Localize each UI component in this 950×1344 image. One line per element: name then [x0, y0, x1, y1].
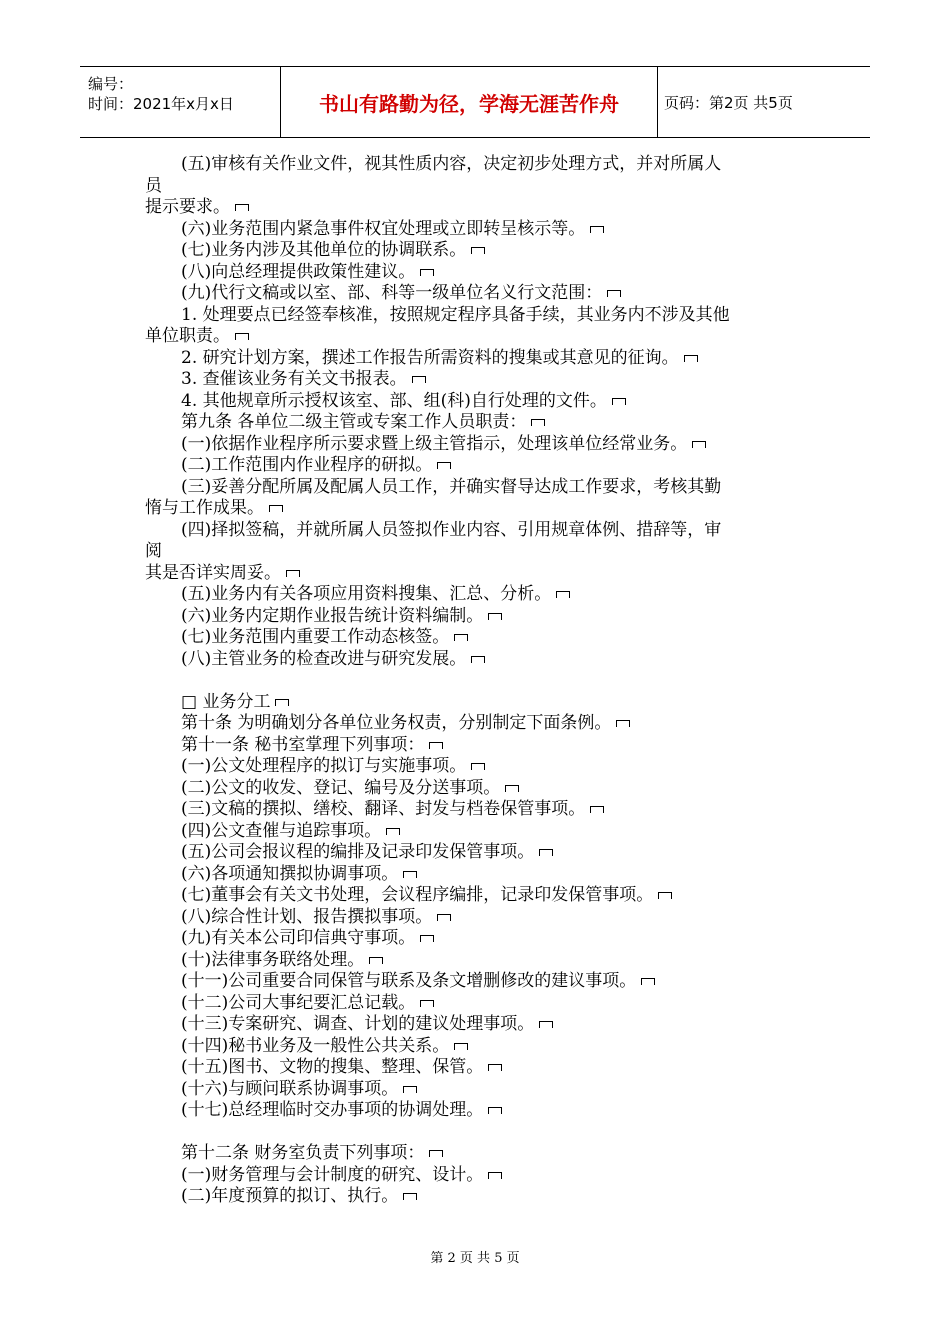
paragraph-mark-icon [658, 892, 672, 899]
line-text: 1. 处理要点已经签奉核准，按照规定程序具备手续，其业务内不涉及其他 [181, 304, 730, 325]
line-text: (十一)公司重要合同保管与联系及条文增删修改的建议事项。 [181, 971, 637, 991]
text-line [181, 412, 545, 432]
text-line [181, 1036, 468, 1056]
line-text: (九)代行文稿或以室、部、科等一级单位名义行文范围： [181, 283, 603, 303]
line-text: (十五)图书、文物的搜集、整理、保管。 [181, 1057, 484, 1077]
text-line [181, 240, 485, 260]
paragraph-mark-icon [590, 226, 604, 233]
line-text: (七)业务范围内重要工作动态核签。 [181, 627, 450, 647]
line-text: (一)公文处理程序的拟订与实施事项。 [181, 756, 467, 776]
paragraph-mark-icon [235, 333, 249, 340]
line-text: (十七)总经理临时交办事项的协调处理。 [181, 1100, 484, 1120]
text-line [181, 520, 721, 540]
paragraph-mark-icon [420, 935, 434, 942]
text-line [181, 821, 400, 841]
paragraph-mark-icon [488, 613, 502, 620]
paragraph-mark-icon [539, 849, 553, 856]
text-line [181, 864, 417, 884]
line-text: (八)向总经理提供政策性建议。 [181, 261, 416, 282]
text-line [181, 907, 451, 927]
paragraph-mark-icon [454, 634, 468, 641]
paragraph-mark-icon [488, 1107, 502, 1114]
text-line [181, 283, 621, 303]
text-line [181, 305, 730, 325]
paragraph-mark-icon [429, 742, 443, 749]
text-line [181, 627, 468, 647]
page-header [80, 66, 870, 138]
paragraph-mark-icon [286, 570, 300, 577]
paragraph-mark-icon [692, 441, 706, 448]
paragraph-mark-icon [607, 290, 621, 297]
line-text: 提示要求。 [145, 197, 230, 217]
paragraph-mark-icon [590, 806, 604, 813]
line-text: 其是否详实周妥。 [145, 562, 281, 583]
line-text: (七)业务内涉及其他单位的协调联系。 [181, 240, 467, 260]
line-text: (四)择拟签稿，并就所属人员签拟作业内容、引用规章体例、措辞等，审 [181, 519, 722, 540]
paragraph-mark-icon [412, 376, 426, 383]
line-text: (十)法律事务联络处理。 [181, 949, 365, 970]
paragraph-mark-icon [369, 957, 383, 964]
line-text: 3. 查催该业务有关文书报表。 [181, 369, 407, 389]
line-text: 第十一条 秘书室掌理下列事项： [181, 734, 425, 755]
line-text: 第九条 各单位二级主管或专案工作人员职责： [181, 412, 527, 432]
paragraph-mark-icon [684, 355, 698, 362]
text-line [181, 477, 721, 497]
line-text: (二)年度预算的拟订、执行。 [181, 1186, 399, 1206]
paragraph-mark-icon [403, 1193, 417, 1200]
text-line [181, 606, 502, 626]
paragraph-mark-icon [275, 699, 289, 706]
text-line [181, 369, 426, 389]
line-text: (四)公文查催与追踪事项。 [181, 820, 382, 841]
text-line [145, 326, 249, 346]
paragraph-mark-icon [556, 591, 570, 598]
paragraph-mark-icon [454, 1043, 468, 1050]
paragraph-mark-icon [505, 785, 519, 792]
line-text: □ 业务分工 [181, 691, 271, 712]
line-text: (七)董事会有关文书处理，会议程序编排，记录印发保管事项。 [181, 885, 654, 905]
line-text: (十六)与顾问联系协调事项。 [181, 1078, 399, 1099]
text-line [181, 649, 485, 669]
text-line [181, 778, 519, 798]
text-line [181, 1079, 417, 1099]
line-text: 阅 [145, 541, 162, 561]
text-line [181, 756, 485, 776]
paragraph-mark-icon [488, 1064, 502, 1071]
paragraph-mark-icon [531, 419, 545, 426]
line-text: (二)公文的收发、登记、编号及分送事项。 [181, 777, 501, 798]
line-text: (三)妥善分配所属及配属人员工作，并确实督导达成工作要求，考核其勤 [181, 476, 722, 497]
paragraph-mark-icon [420, 1000, 434, 1007]
text-line [181, 799, 604, 819]
line-text: 单位职责。 [145, 326, 230, 346]
header-motto: 书山有路勤为径，学海无涯苦作舟 [319, 91, 619, 116]
text-line [181, 1100, 502, 1120]
line-text: (六)各项通知撰拟协调事项。 [181, 863, 399, 884]
line-text: 员 [145, 175, 162, 196]
text-line [181, 584, 570, 604]
header-divider [657, 67, 658, 137]
header-meta [80, 67, 280, 137]
text-line [181, 993, 434, 1013]
paragraph-mark-icon [269, 505, 283, 512]
line-text: (九)有关本公司印信典守事项。 [181, 928, 416, 948]
text-line [181, 735, 443, 755]
text-line [181, 262, 434, 282]
text-line [181, 1014, 553, 1034]
line-text: (十三)专案研究、调查、计划的建议处理事项。 [181, 1014, 535, 1034]
paragraph-mark-icon [235, 204, 249, 211]
page-footer: 第 2 页 共 5 页 [430, 1251, 520, 1266]
line-text: (十二)公司大事纪要汇总记载。 [181, 992, 416, 1013]
line-text: (十四)秘书业务及一般性公共关系。 [181, 1035, 450, 1056]
text-line [181, 154, 721, 174]
text-line [181, 971, 655, 991]
line-text: (三)文稿的撰拟、缮校、翻译、封发与档卷保管事项。 [181, 799, 586, 819]
text-line [181, 391, 626, 411]
doc-date-label: 时间：2021年x月x日 [88, 95, 234, 113]
text-line [145, 176, 162, 196]
line-text: 第十条 为明确划分各单位业务权责，分别制定下面条例。 [181, 713, 612, 733]
paragraph-mark-icon [437, 462, 451, 469]
paragraph-mark-icon [641, 978, 655, 985]
text-line [181, 219, 604, 239]
text-line [145, 541, 162, 561]
text-line [181, 1143, 443, 1163]
text-line [181, 455, 451, 475]
text-line [181, 713, 630, 733]
paragraph-mark-icon [403, 871, 417, 878]
doc-number-label: 编号： [88, 75, 134, 93]
paragraph-mark-icon [471, 656, 485, 663]
text-line [181, 1165, 502, 1185]
text-line [181, 434, 706, 454]
line-text: (二)工作范围内作业程序的研拟。 [181, 455, 433, 475]
text-line [181, 842, 553, 862]
text-line [145, 563, 300, 583]
line-text: 惰与工作成果。 [145, 498, 264, 518]
paragraph-mark-icon [488, 1172, 502, 1179]
text-line [181, 1186, 417, 1206]
line-text: (五)审核有关作业文件，视其性质内容，决定初步处理方式，并对所属人 [181, 154, 722, 174]
text-line [181, 928, 434, 948]
line-text: 第十二条 财务室负责下列事项： [181, 1143, 425, 1163]
paragraph-mark-icon [471, 763, 485, 770]
line-text: (一)依据作业程序所示要求暨上级主管指示，处理该单位经常业务。 [181, 433, 688, 454]
line-text: (八)主管业务的检查改进与研究发展。 [181, 648, 467, 669]
line-text: (五)业务内有关各项应用资料搜集、汇总、分析。 [181, 584, 552, 604]
paragraph-mark-icon [403, 1086, 417, 1093]
paragraph-mark-icon [429, 1150, 443, 1157]
line-text: 4. 其他规章所示授权该室、部、组(科)自行处理的文件。 [181, 390, 607, 411]
line-text: (一)财务管理与会计制度的研究、设计。 [181, 1164, 484, 1185]
text-line [181, 950, 383, 970]
paragraph-mark-icon [420, 269, 434, 276]
line-text: 2. 研究计划方案，撰述工作报告所需资料的搜集或其意见的征询。 [181, 347, 679, 368]
line-text: (五)公司会报议程的编排及记录印发保管事项。 [181, 842, 535, 862]
text-line [145, 498, 283, 518]
paragraph-mark-icon [616, 720, 630, 727]
line-text: (八)综合性计划、报告撰拟事项。 [181, 906, 433, 927]
paragraph-mark-icon [437, 914, 451, 921]
header-page-number: 页码：第2页 共5页 [664, 94, 793, 112]
text-line [145, 197, 249, 217]
text-line [181, 1057, 502, 1077]
paragraph-mark-icon [539, 1021, 553, 1028]
paragraph-mark-icon [471, 247, 485, 254]
paragraph-mark-icon [612, 398, 626, 405]
text-line [181, 885, 672, 905]
text-line [181, 348, 698, 368]
paragraph-mark-icon [386, 828, 400, 835]
text-line [181, 692, 289, 712]
line-text: (六)业务内定期作业报告统计资料编制。 [181, 605, 484, 626]
line-text: (六)业务范围内紧急事件权宜处理或立即转呈核示等。 [181, 218, 586, 239]
